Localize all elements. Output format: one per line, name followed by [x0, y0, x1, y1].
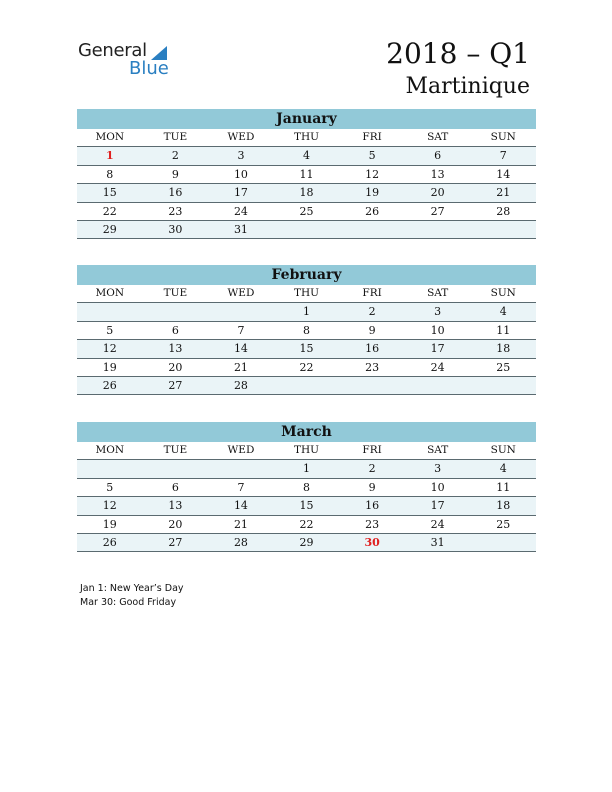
- day-cell: 27: [168, 535, 183, 549]
- day-cell: 9: [171, 167, 179, 181]
- day-cell: 11: [299, 167, 314, 181]
- day-cell: 16: [365, 342, 380, 356]
- day-cell: 18: [496, 342, 511, 356]
- day-cell-holiday: 1: [105, 149, 114, 163]
- day-cell: 10: [430, 323, 445, 337]
- week-row: [77, 203, 536, 221]
- day-cell: 13: [168, 499, 183, 513]
- day-cell: 2: [171, 149, 179, 163]
- logo-triangle-icon: [151, 46, 167, 60]
- day-cell: 17: [430, 342, 445, 356]
- month-january: [77, 109, 536, 239]
- day-cell: 21: [496, 186, 511, 200]
- day-cell: 15: [102, 186, 117, 200]
- day-cell: [143, 460, 209, 477]
- weekday-wed: WED: [227, 444, 255, 456]
- week-row: [77, 322, 536, 340]
- day-cell: 14: [233, 342, 248, 356]
- day-cell: 25: [299, 204, 314, 218]
- day-cell: 12: [365, 167, 380, 181]
- day-cell: 19: [102, 360, 117, 374]
- week-row: [77, 147, 536, 165]
- day-cell: 18: [496, 499, 511, 513]
- day-cell: 7: [499, 149, 507, 163]
- day-cell: 20: [430, 186, 445, 200]
- day-cell: 28: [496, 204, 511, 218]
- day-cell: 14: [233, 499, 248, 513]
- weekday-sat: SAT: [427, 444, 449, 456]
- day-cell: 20: [168, 360, 183, 374]
- week-row: [77, 497, 536, 515]
- weekday-tue: TUE: [163, 444, 188, 456]
- day-cell: 29: [102, 222, 117, 236]
- day-cell: [405, 221, 471, 238]
- day-cell: 8: [303, 480, 311, 494]
- day-cell: 28: [233, 535, 248, 549]
- day-cell: 8: [303, 323, 311, 337]
- weekday-sun: SUN: [490, 131, 516, 143]
- month-february: [77, 265, 536, 395]
- weekday-fri: FRI: [362, 287, 382, 299]
- day-cell: 4: [303, 149, 311, 163]
- week-row: [77, 166, 536, 184]
- weekday-fri: FRI: [362, 444, 382, 456]
- day-cell: 11: [496, 480, 511, 494]
- day-cell: 3: [237, 149, 245, 163]
- weekday-header-row: [77, 129, 536, 147]
- day-cell: 21: [233, 360, 248, 374]
- day-cell: 17: [233, 186, 248, 200]
- country-name: Martinique: [405, 74, 530, 99]
- day-cell: 6: [171, 480, 179, 494]
- day-cell: 16: [168, 186, 183, 200]
- day-cell: 28: [233, 378, 248, 392]
- weekday-header-row: [77, 285, 536, 303]
- day-cell: [143, 303, 209, 320]
- weekday-mon: MON: [95, 444, 125, 456]
- day-cell: 6: [434, 149, 442, 163]
- day-cell: 25: [496, 517, 511, 531]
- day-cell: 17: [430, 499, 445, 513]
- day-cell: [208, 303, 274, 320]
- day-cell: 22: [299, 517, 314, 531]
- week-row: [77, 377, 536, 395]
- week-row: [77, 221, 536, 239]
- weekday-thu: THU: [294, 287, 320, 299]
- month-title: January: [77, 109, 536, 129]
- day-cell: 3: [434, 305, 442, 319]
- day-cell: 18: [299, 186, 314, 200]
- day-cell: 2: [368, 305, 376, 319]
- day-cell: 26: [365, 204, 380, 218]
- day-cell: 13: [430, 167, 445, 181]
- day-cell: 22: [102, 204, 117, 218]
- month-title: February: [77, 265, 536, 285]
- day-cell: 24: [430, 517, 445, 531]
- day-cell: [470, 221, 536, 238]
- day-cell: 10: [430, 480, 445, 494]
- day-cell: [77, 460, 143, 477]
- day-cell: 1: [303, 305, 311, 319]
- day-cell: [339, 221, 405, 238]
- week-row: [77, 516, 536, 534]
- day-cell: 26: [102, 378, 117, 392]
- day-cell: 27: [168, 378, 183, 392]
- weekday-mon: MON: [95, 287, 125, 299]
- day-cell: 20: [168, 517, 183, 531]
- day-cell: 29: [299, 535, 314, 549]
- day-cell: 21: [233, 517, 248, 531]
- weekday-sat: SAT: [427, 131, 449, 143]
- weekday-mon: MON: [95, 131, 125, 143]
- weekday-wed: WED: [227, 131, 255, 143]
- day-cell: [274, 377, 340, 394]
- day-cell: 9: [368, 323, 376, 337]
- day-cell: 25: [496, 360, 511, 374]
- day-cell: 24: [430, 360, 445, 374]
- month-title: March: [77, 422, 536, 442]
- day-cell: 26: [102, 535, 117, 549]
- weekday-sat: SAT: [427, 287, 449, 299]
- week-row: [77, 303, 536, 321]
- logo-general-text: General: [78, 40, 147, 61]
- week-row: [77, 359, 536, 377]
- page-title: 2018 – Q1: [386, 37, 530, 70]
- day-cell: [274, 221, 340, 238]
- day-cell: 4: [499, 462, 507, 476]
- weekday-tue: TUE: [163, 131, 188, 143]
- day-cell: 13: [168, 342, 183, 356]
- day-cell: 5: [368, 149, 376, 163]
- weekday-tue: TUE: [163, 287, 188, 299]
- weekday-sun: SUN: [490, 287, 516, 299]
- day-cell: 7: [237, 480, 245, 494]
- day-cell: 23: [365, 360, 380, 374]
- holiday-notes: [80, 582, 184, 610]
- week-row: [77, 479, 536, 497]
- weekday-wed: WED: [227, 287, 255, 299]
- day-cell: 11: [496, 323, 511, 337]
- day-cell: 6: [171, 323, 179, 337]
- day-cell: 1: [303, 462, 311, 476]
- day-cell: 2: [368, 462, 376, 476]
- day-cell: 22: [299, 360, 314, 374]
- day-cell: [470, 534, 536, 551]
- day-cell: 15: [299, 499, 314, 513]
- weekday-thu: THU: [294, 131, 320, 143]
- day-cell-holiday: 30: [364, 535, 380, 549]
- logo-blue-text: Blue: [129, 58, 169, 79]
- day-cell: 31: [430, 535, 445, 549]
- day-cell: 19: [365, 186, 380, 200]
- day-cell: 12: [102, 342, 117, 356]
- holiday-note: Jan 1: New Year’s Day: [80, 583, 184, 594]
- day-cell: 30: [168, 222, 183, 236]
- day-cell: 12: [102, 499, 117, 513]
- day-cell: [405, 377, 471, 394]
- day-cell: 27: [430, 204, 445, 218]
- day-cell: [77, 303, 143, 320]
- day-cell: 15: [299, 342, 314, 356]
- day-cell: 5: [106, 323, 114, 337]
- day-cell: [470, 377, 536, 394]
- weekday-sun: SUN: [490, 444, 516, 456]
- weekday-fri: FRI: [362, 131, 382, 143]
- day-cell: [339, 377, 405, 394]
- day-cell: 9: [368, 480, 376, 494]
- week-row: [77, 184, 536, 202]
- day-cell: 23: [168, 204, 183, 218]
- month-march: [77, 422, 536, 552]
- day-cell: 8: [106, 167, 114, 181]
- day-cell: 24: [233, 204, 248, 218]
- day-cell: 31: [233, 222, 248, 236]
- day-cell: 23: [365, 517, 380, 531]
- day-cell: [208, 460, 274, 477]
- week-row: [77, 340, 536, 358]
- weekday-thu: THU: [294, 444, 320, 456]
- week-row: [77, 534, 536, 552]
- week-row: [77, 460, 536, 478]
- day-cell: 16: [365, 499, 380, 513]
- day-cell: 4: [499, 305, 507, 319]
- day-cell: 19: [102, 517, 117, 531]
- day-cell: 3: [434, 462, 442, 476]
- day-cell: 5: [106, 480, 114, 494]
- day-cell: 10: [233, 167, 248, 181]
- weekday-header-row: [77, 442, 536, 460]
- day-cell: 7: [237, 323, 245, 337]
- logo: [78, 42, 169, 78]
- day-cell: 14: [496, 167, 511, 181]
- holiday-note: Mar 30: Good Friday: [80, 597, 177, 608]
